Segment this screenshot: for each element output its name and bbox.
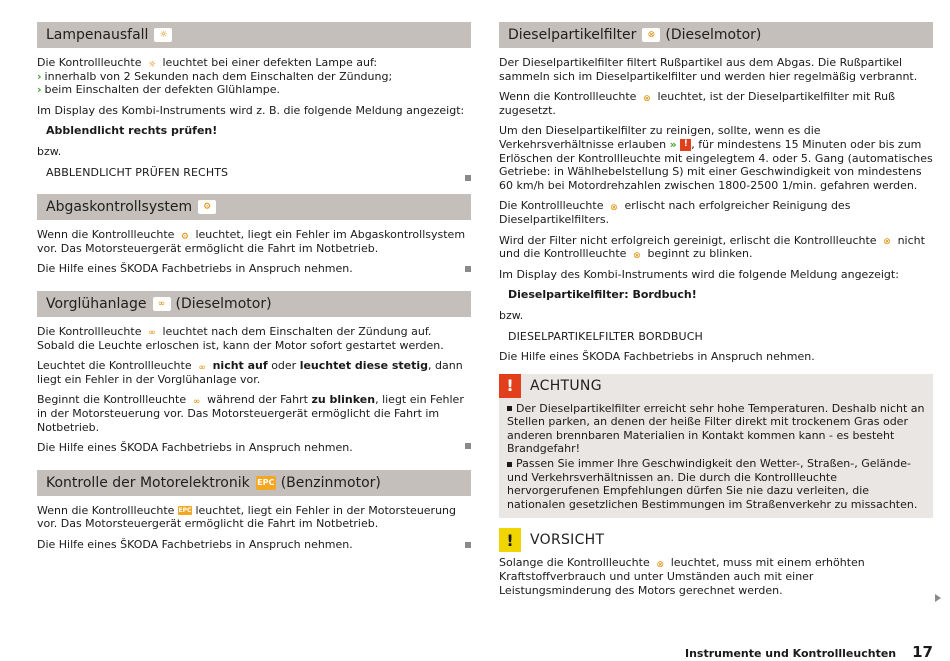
particle-filter-icon: ⊗: [633, 250, 641, 261]
engine-icon: ⚙: [180, 231, 189, 242]
warning-reference-icon[interactable]: !: [680, 139, 691, 151]
section-end-marker: [465, 542, 471, 548]
section-title-abgas: Abgaskontrollsystem ⚙: [37, 194, 471, 220]
particle-filter-icon: ⊗: [610, 202, 618, 213]
section-dieselpartikelfilter: Dieselpartikelfilter ⊗ (Dieselmotor) Der Dieselpartikelfilter filtert Rußpartikel aus dem Abgas. Die Rußpartikel sammeln sich im Dieselpartikelfilter und werden hier regelmäßig verbrannt. Wenn die Kontrollleuchte ⊗ leuchtet, ist der Dieselpartikelfilter mit Ruß zugesetzt. Um den Dieselpartikelfilter zu reinigen, sollte, wenn es die Verkehrsverhältnisse erlauben » ! , für mindestens 15 Minuten oder bis zum Erlöschen der Kontrollleuchte mit eingelegtem 4. oder 5. Gang (automatisches Getriebe: in Wählhebelstellung S) mit einer Geschwindigkeit von mindestens 60 km/h bei Motordrehzahlen zwischen 1800-2500 1/min. gefahren werden. Die Kontrollleuchte ⊗ erlischt nach erfolgreicher Reinigung des Dieselpartikelfilters. Wird der Filter nicht erfolgreich gereinigt, erlischt die Kontrollleuchte ⊗ nicht und die Kontrollleuchte ⊗ beginnt zu blinken. Im Display des Kombi-Instruments wird die folgende Meldung angezeigt: Dieselpartikelfilter: Bordbuch! bzw. DIESELPARTIKELFILTER BORDBUCH Die Hilfe eines ŠKODA Fachbetriebs in Anspruch nehmen.: [499, 22, 933, 364]
section-title-dpf: Dieselpartikelfilter ⊗ (Dieselmotor): [499, 22, 933, 48]
continue-arrow-icon: [935, 594, 941, 602]
warning-icon: !: [499, 374, 521, 398]
glow-plug-icon: ∞: [153, 297, 171, 311]
particle-filter-icon: ⊗: [883, 237, 891, 248]
section-title-lampenausfall: Lampenausfall ☼: [37, 22, 471, 48]
bulb-warning-icon: ☼: [147, 59, 157, 70]
right-column: [499, 22, 933, 604]
list-item: Passen Sie immer Ihre Geschwindigkeit den Wetter-, Straßen-, Gelände- und Verkehrsverhältnissen an. Die durch die Kontrollleuchte hervorgerufenen Empfehlungen dürfen Sie nie dazu verleiten, die nationalen gesetzlichen Bestimmungen im Straßenverkehr zu missachten.: [507, 457, 918, 511]
section-title-vorgluehen: Vorglühanlage ∞ (Dieselmotor): [37, 291, 471, 317]
glow-plug-icon: ∞: [198, 362, 206, 373]
section-vorgluehanlage: Vorglühanlage ∞ (Dieselmotor) Die Kontrollleuchte ∞ leuchtet nach dem Einschalten der Zündung auf. Sobald die Leuchte erloschen ist, kann der Motor sofort gestartet werden. Leuchtet die Kontrollleuchte ∞ nicht auf oder leuchtet diese stetig, dann liegt ein Fehler in der Vorglühanlage vor. Beginnt die Kontrollleuchte ∞ während der Fahrt zu blinken, liegt ein Fehler in der Motorsteuerung vor. Das Motorsteuergerät ermöglicht die Fahrt im Notbetrieb. Die Hilfe eines ŠKODA Fachbetriebs in Anspruch nehmen.: [37, 291, 471, 455]
epc-icon: EPC: [178, 507, 192, 515]
list-item: › beim Einschalten der defekten Glühlampe.: [37, 83, 280, 97]
list-item: Der Dieselpartikelfilter erreicht sehr hohe Temperaturen. Deshalb nicht an Stellen parken, an denen der heiße Filter direkt mit trockenem Gras oder anderen brennbaren Materialien in Kontakt kommen kann - es besteht Brandgefahr!: [507, 401, 925, 456]
section-title-epc: Kontrolle der Motorelektronik EPC (Benzinmotor): [37, 470, 471, 496]
left-column: [37, 22, 471, 558]
particle-filter-icon: ⊗: [643, 93, 651, 104]
achtung-header: ! ACHTUNG: [499, 374, 925, 398]
caution-icon: !: [499, 528, 521, 552]
display-message-caps: ABBLENDLICHT PRÜFEN RECHTS: [46, 165, 229, 179]
list-item: › innerhalb von 2 Sekunden nach dem Einschalten der Zündung;: [37, 69, 393, 83]
glow-plug-icon: ∞: [148, 328, 156, 339]
page-footer: [685, 643, 933, 661]
section-abgaskontrollsystem: Abgaskontrollsystem ⚙ Wenn die Kontrollleuchte ⚙ leuchtet, liegt ein Fehler im Abgaskontrollsystem vor. Das Motorsteuergerät ermöglicht die Fahrt im Notbetrieb. Die Hilfe eines ŠKODA Fachbetriebs in Anspruch nehmen.: [37, 194, 471, 276]
vorsicht-header: ! VORSICHT: [499, 528, 925, 552]
achtung-box: [499, 374, 933, 519]
section-motorelektronik: Kontrolle der Motorelektronik EPC (Benzinmotor) Wenn die Kontrollleuchte EPC leuchtet, liegt ein Fehler in der Motorsteuerung vor. Das Motorsteuergerät ermöglicht die Fahrt im Notbetrieb. Die Hilfe eines ŠKODA Fachbetriebs in Anspruch nehmen.: [37, 470, 471, 552]
page-number: 17: [912, 643, 933, 661]
section-lampenausfall: Lampenausfall ☼ Die Kontrollleuchte ☼ leuchtet bei einer defekten Lampe auf: › innerhalb von 2 Sekunden nach dem Einschalten der Zündung; › beim Einschalten der defekten Glühlampe. Im Display des Kombi-Instruments wird z. B. die folgende Meldung angezeigt: Abblendlicht rechts prüfen! bzw. ABBLENDLICHT PRÜFEN RECHTS: [37, 22, 471, 179]
chapter-title: Instrumente und Kontrollleuchten: [685, 647, 897, 660]
section-end-marker: [465, 266, 471, 272]
display-message: Abblendlicht rechts prüfen!: [46, 124, 218, 138]
particle-filter-icon: ⊗: [642, 28, 660, 42]
section-end-marker: [465, 175, 471, 181]
display-message: Dieselpartikelfilter: Bordbuch!: [508, 288, 697, 302]
vorsicht-box: ! VORSICHT Solange die Kontrollleuchte ⊗ leuchtet, muss mit einem erhöhten Kraftstoffverbrauch und unter Umständen auch mit einer Leistungsminderung des Motors gerechnet werden.: [499, 528, 933, 597]
particle-filter-icon: ⊗: [656, 559, 664, 570]
epc-icon: EPC: [256, 476, 276, 490]
display-message-caps: DIESELPARTIKELFILTER BORDBUCH: [508, 329, 703, 343]
section-end-marker: [465, 443, 471, 449]
glow-plug-icon: ∞: [192, 396, 201, 407]
engine-icon: ⚙: [198, 200, 216, 214]
bulb-warning-icon: ☼: [154, 28, 172, 42]
